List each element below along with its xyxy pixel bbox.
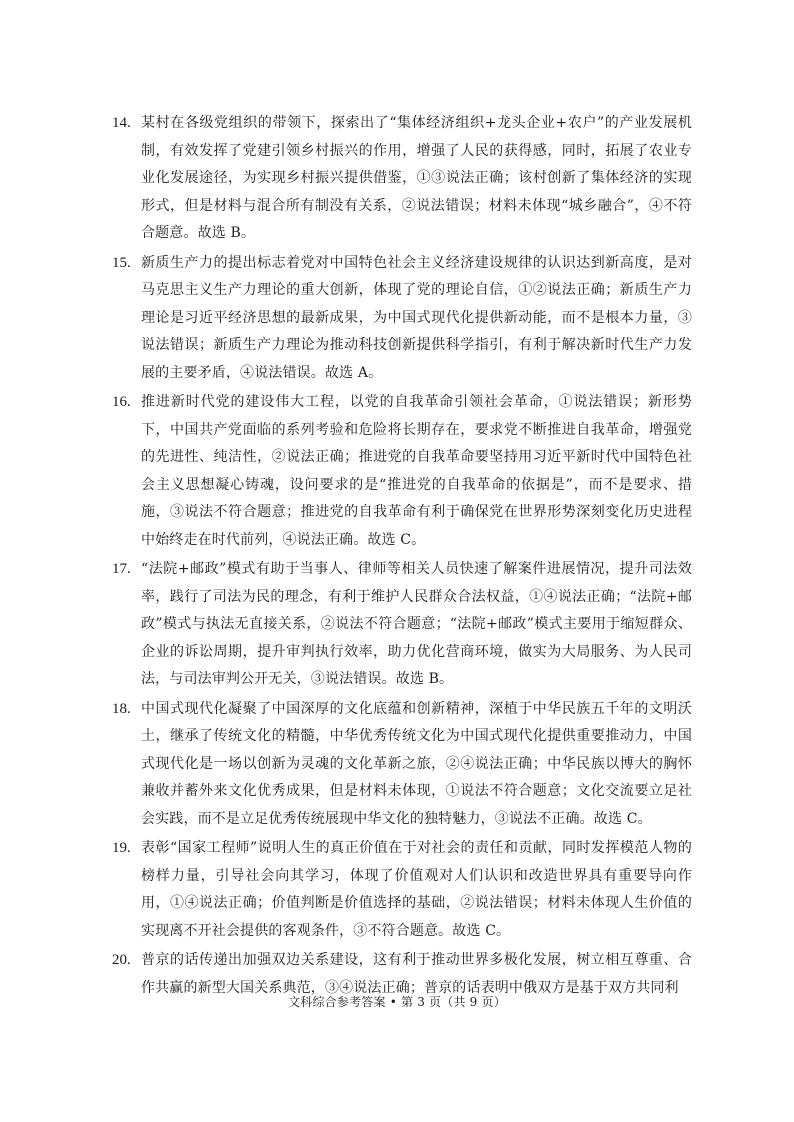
answer-text: 推进新时代党的建设伟大工程，以党的自我革命引领社会革命，①说法错误；新形势下，中国共产党面临的系列考验和危险将长期存在，要求党不断推进自我革命，增强党的先进性、纯洁性，②说法正确；推进党的自我革命要坚持用习近平新时代中国特色社会主义思想凝心铸魂，设问要求的是“推进党的自我革命的依据是”，而不是要求、措施，③说法不符合题意；推进党的自我革命有利于确保党在世界形势深刻变化历史进程中始终走在时代前列，④说法正确。故选 C。 — [141, 394, 692, 548]
question-number: 16. — [112, 394, 131, 410]
answer-item-19 — [112, 835, 692, 945]
answer-text: 某村在各级党组织的带领下，探索出了“集体经济组织+龙头企业+农户”的产业发展机制，有效发挥了党建引领乡村振兴的作用，增强了人民的获得感，同时，拓展了农业专业化发展途径，为实现乡村振兴提供借鉴，①③说法正确；该村创新了集体经济的实现形式，但是材料与混合所有制没有关系，②说法错误；材料未体现“城乡融合”，④不符合题意。故选 B。 — [141, 115, 692, 241]
answer-text: 表彰“国家工程师”说明人生的真正价值在于对社会的责任和贡献，同时发挥模范人物的榜样力量，引导社会向其学习，体现了价值观对人们认识和改造世界具有重要导向作用，①④说法正确；价值判断是价值选择的基础，②说法错误；材料未体现人生价值的实现离不开社会提供的客观条件，③不符合题意。故选 C。 — [141, 840, 692, 939]
question-number: 20. — [112, 952, 131, 968]
question-number: 17. — [112, 561, 131, 577]
answer-list — [112, 110, 692, 1004]
answer-item-18 — [112, 696, 692, 834]
answer-text: “法院+邮政”模式有助于当事人、律师等相关人员快速了解案件进展情况，提升司法效率，践行了司法为民的理念，有利于维护人民群众合法权益，①④说法正确；“法院+邮政”模式与执法无直接关系，②说法不符合题意；“法院+邮政”模式主要用于缩短群众、企业的诉讼周期，提升审判执行效率，助力优化营商环境，做实为大局服务、为人民司法，与司法审判公开无关，③说法错误。故选 B。 — [141, 561, 692, 687]
page-footer: 文科综合参考答案 • 第 3 页（共 9 页） — [288, 995, 506, 1009]
answer-text: 普京的话传递出加强双边关系建设，这有利于推动世界多极化发展，树立相互尊重、合作共赢的新型大国关系典范，③④说法正确；普京的话表明中俄双方是基于双方共同利 — [141, 952, 692, 996]
answer-text: 新质生产力的提出标志着党对中国特色社会主义经济建设规律的认识达到新高度，是对马克思主义生产力理论的重大创新，体现了党的理论自信，①②说法正确；新质生产力理论是习近平经济思想的最新成果，为中国式现代化提供新动能，而不是根本力量，③说法错误；新质生产力理论为推动科技创新提供科学指引，有利于解决新时代生产力发展的主要矛盾，④说法错误。故选 A。 — [141, 254, 692, 381]
question-number: 14. — [112, 115, 131, 131]
answer-item-15 — [112, 250, 692, 388]
answer-item-16 — [112, 389, 692, 554]
answer-text: 中国式现代化凝聚了中国深厚的文化底蕴和创新精神，深植于中华民族五千年的文明沃土，继承了传统文化的精髓，中华优秀传统文化为中国式现代化提供重要推动力，中国式现代化是一场以创新为灵魂的文化革新之旅，②④说法正确；中华民族以博大的胸怀兼收并蓄外来文化优秀成果，但是材料未体现，①说法不符合题意；文化交流要立足社会实践，而不是立足优秀传统展现中华文化的独特魅力，③说法不正确。故选 C。 — [141, 700, 692, 827]
answer-item-17 — [112, 556, 692, 694]
question-number: 18. — [112, 700, 131, 717]
question-number: 19. — [112, 840, 131, 856]
question-number: 15. — [112, 254, 131, 271]
answer-item-14 — [112, 110, 692, 248]
